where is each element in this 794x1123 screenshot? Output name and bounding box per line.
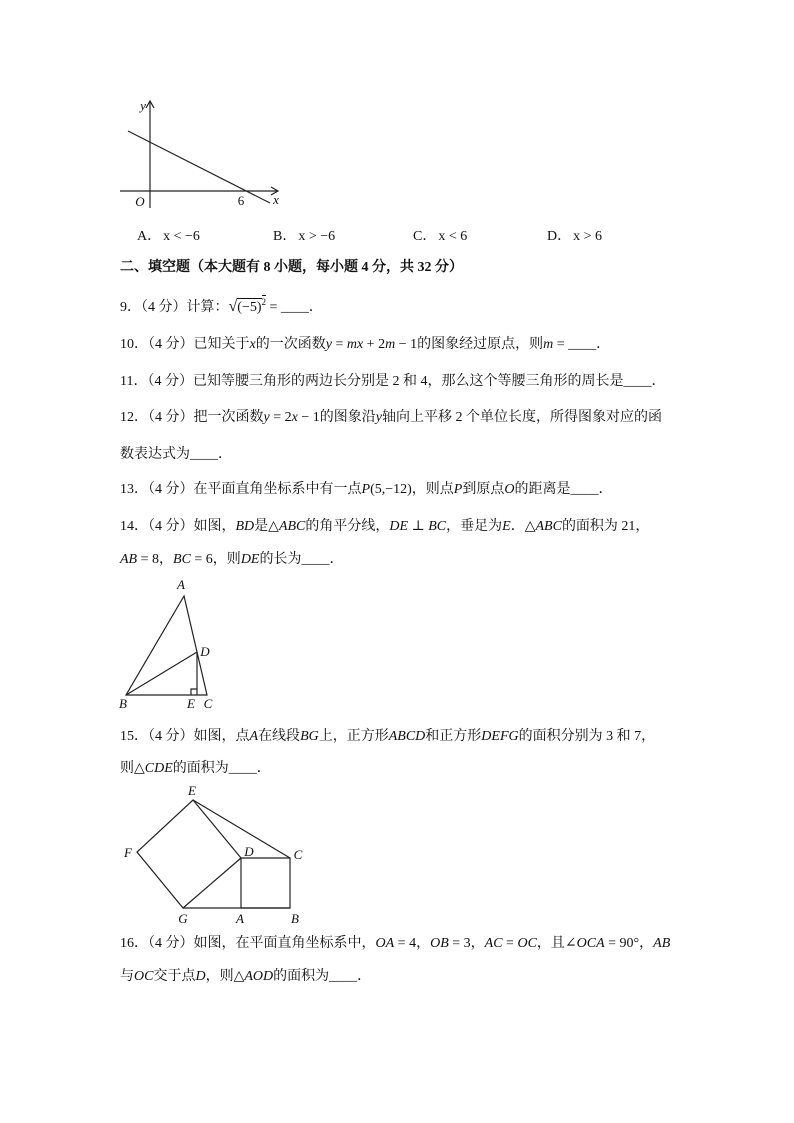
text-segment: 的距离是 — [514, 482, 571, 497]
text-segment: 12．（4 分）把一次函数 — [120, 410, 264, 425]
text-segment: ． — [308, 300, 323, 315]
text-segment: 10．（4 分）已知关于 — [120, 337, 250, 352]
origin-label: O — [135, 194, 145, 209]
math-variable: OB — [430, 936, 449, 951]
y-axis-label: y — [140, 98, 146, 113]
text-segment: = 8， — [137, 552, 174, 567]
point-label-c: C — [203, 696, 213, 711]
text-segment: − 1 — [297, 410, 320, 425]
text-segment: 15．（4 分）如图，点 — [120, 729, 250, 744]
text-segment: = 2 — [269, 410, 292, 425]
text-segment: ． — [218, 447, 232, 462]
math-variable: x — [291, 410, 298, 425]
point-label-f: F — [124, 845, 132, 860]
function-line — [128, 131, 270, 203]
text-segment: 的面积分别为 3 和 7， — [518, 729, 656, 744]
option-a — [137, 227, 200, 247]
math-variable: y — [325, 337, 332, 352]
option-value: x > 6 — [573, 229, 603, 244]
text-segment: − 1 — [395, 337, 418, 352]
option-c — [413, 227, 467, 247]
radical-sign: √ — [228, 298, 238, 315]
option-value: x > −6 — [298, 229, 336, 244]
question-line — [120, 408, 662, 428]
answer-blank: ____ — [329, 969, 358, 984]
math-variable: AC — [484, 936, 503, 951]
math-variable: BD — [235, 519, 255, 534]
math-variable: AB — [120, 552, 138, 567]
math-variable: ABC — [278, 519, 306, 534]
text-segment: 的图象沿 — [319, 410, 376, 425]
point-label-b: B — [291, 911, 299, 926]
math-variable: m — [543, 337, 554, 352]
text-segment: = 4， — [394, 936, 431, 951]
text-segment: ．△ — [510, 519, 536, 534]
math-variable: x — [249, 337, 256, 352]
text-segment: ． — [256, 761, 271, 776]
math-variable: DE — [389, 519, 409, 534]
question-line — [120, 372, 665, 392]
question-line — [120, 934, 670, 954]
text-segment: (5,−12)，则点 — [370, 482, 454, 497]
text-segment: = — [266, 300, 281, 315]
math-variable: CDE — [144, 761, 173, 776]
point-label-d: D — [244, 844, 254, 859]
answer-blank: ____ — [570, 482, 599, 497]
math-variable: BC — [173, 552, 191, 567]
question-line — [120, 445, 232, 465]
right-angle-mark — [191, 689, 197, 695]
math-variable: A — [249, 729, 259, 744]
option-value: x < −6 — [163, 229, 200, 244]
answer-blank: ____ — [228, 761, 257, 776]
text-segment: 数表达式为 — [120, 447, 190, 462]
text-segment: 轴向上平移 2 个单位长度，所得图象对应的函 — [381, 410, 662, 425]
exponent: 2 — [261, 297, 267, 307]
text-segment: 和正方形 — [425, 729, 482, 744]
math-variable: O — [504, 482, 515, 497]
math-variable: OA — [375, 936, 395, 951]
text-segment: 的长为 — [259, 552, 302, 567]
math-variable: OC — [517, 936, 537, 951]
text-segment: ⊥ — [408, 519, 429, 534]
text-segment: 的一次函数 — [255, 337, 326, 352]
x-tick-label: 6 — [237, 193, 245, 208]
squares-figure — [118, 782, 318, 932]
option-letter: A． — [137, 229, 162, 244]
question-line — [120, 517, 649, 537]
text-segment: 11．（4 分）已知等腰三角形的两边长分别是 2 和 4，那么这个等腰三角形的周长是 — [120, 374, 624, 389]
math-variable: DEFG — [481, 729, 519, 744]
point-label-e: E — [187, 696, 195, 711]
square-defg — [137, 800, 241, 908]
text-segment: ，且∠ — [536, 936, 577, 951]
option-letter: D． — [547, 229, 572, 244]
text-segment: 16．（4 分）如图，在平面直角坐标系中， — [120, 936, 376, 951]
text-segment: = 3， — [448, 936, 485, 951]
question-line — [120, 480, 612, 500]
math-variable: AB — [653, 936, 671, 951]
math-variable: ABCD — [388, 729, 426, 744]
text-segment: 的图象经过原点，则 — [417, 337, 544, 352]
point-label-e: E — [188, 783, 196, 798]
function-graph — [110, 95, 290, 215]
math-variable: OCA — [576, 936, 605, 951]
square-abcd — [241, 858, 290, 908]
math-variable: mx — [346, 337, 364, 352]
math-variable: BC — [428, 519, 447, 534]
text-segment: 14．（4 分）如图， — [120, 519, 236, 534]
math-variable: DE — [240, 552, 260, 567]
math-variable: P — [361, 482, 371, 497]
answer-blank: ____ — [568, 337, 597, 352]
text-segment: ． — [598, 482, 613, 497]
answer-blank: ____ — [301, 552, 330, 567]
question-line — [120, 297, 323, 318]
math-variable: ABC — [535, 519, 562, 534]
text-segment: = — [553, 337, 569, 352]
math-variable: m — [385, 337, 396, 352]
option-d — [547, 227, 602, 247]
question-line — [120, 759, 271, 779]
text-segment: 的面积为 21， — [561, 519, 650, 534]
point-label-c: C — [293, 847, 303, 862]
text-segment: ． — [651, 374, 666, 389]
text-segment: = 90°， — [604, 936, 654, 951]
point-label-g: G — [178, 911, 188, 926]
text-segment: 的面积为 — [172, 761, 229, 776]
option-value: x < 6 — [438, 229, 468, 244]
text-segment: 到原点 — [462, 482, 505, 497]
segment-ec — [193, 800, 290, 858]
text-segment: 与 — [120, 969, 134, 984]
text-segment: 9．（4 分）计算： — [120, 300, 229, 315]
answer-blank: ____ — [190, 447, 218, 462]
question-line — [120, 335, 610, 355]
answer-blank: ____ — [280, 300, 309, 315]
text-segment: 则△ — [120, 761, 145, 776]
text-segment: = 6，则 — [190, 552, 241, 567]
text-segment: = — [502, 936, 518, 951]
math-variable: y — [263, 410, 270, 425]
text-segment: 13．（4 分）在平面直角坐标系中有一点 — [120, 482, 362, 497]
math-variable: OC — [134, 969, 154, 984]
text-segment: ． — [329, 552, 344, 567]
text-segment: 上，正方形 — [318, 729, 389, 744]
triangle-figure — [115, 575, 225, 715]
point-label-b: B — [119, 696, 127, 711]
text-segment: 的面积为 — [273, 969, 330, 984]
text-segment: + 2 — [363, 337, 386, 352]
segment-bd — [126, 652, 197, 695]
math-variable: D — [195, 969, 206, 984]
text-segment: 交于点 — [153, 969, 196, 984]
question-line — [120, 550, 343, 570]
math-variable: E — [502, 519, 511, 534]
text-segment: 的角平分线， — [305, 519, 390, 534]
text-segment: 是△ — [254, 519, 279, 534]
text-segment: = — [331, 337, 347, 352]
triangle-abc — [126, 596, 207, 695]
point-label-a: A — [236, 911, 244, 926]
question-line — [120, 967, 371, 987]
text-segment: ． — [357, 969, 372, 984]
math-variable: P — [453, 482, 463, 497]
point-label-d: D — [200, 644, 210, 659]
option-letter: C． — [413, 229, 437, 244]
option-letter: B． — [273, 229, 297, 244]
math-variable: y — [375, 410, 382, 425]
answer-blank: ____ — [623, 374, 652, 389]
x-axis-label: x — [273, 192, 279, 207]
question-line — [120, 727, 655, 747]
math-variable: BG — [300, 729, 319, 744]
radicand: (−5) — [237, 300, 262, 315]
text-segment: ，垂足为 — [446, 519, 503, 534]
text-segment: ． — [596, 337, 611, 352]
point-label-a: A — [177, 577, 185, 592]
option-b — [273, 227, 335, 247]
text-segment: 在线段 — [258, 729, 301, 744]
text-segment: ，则△ — [205, 969, 245, 984]
math-variable: AOD — [244, 969, 274, 984]
section-title: 二、填空题（本大题有 8 小题，每小题 4 分，共 32 分） — [120, 260, 463, 275]
